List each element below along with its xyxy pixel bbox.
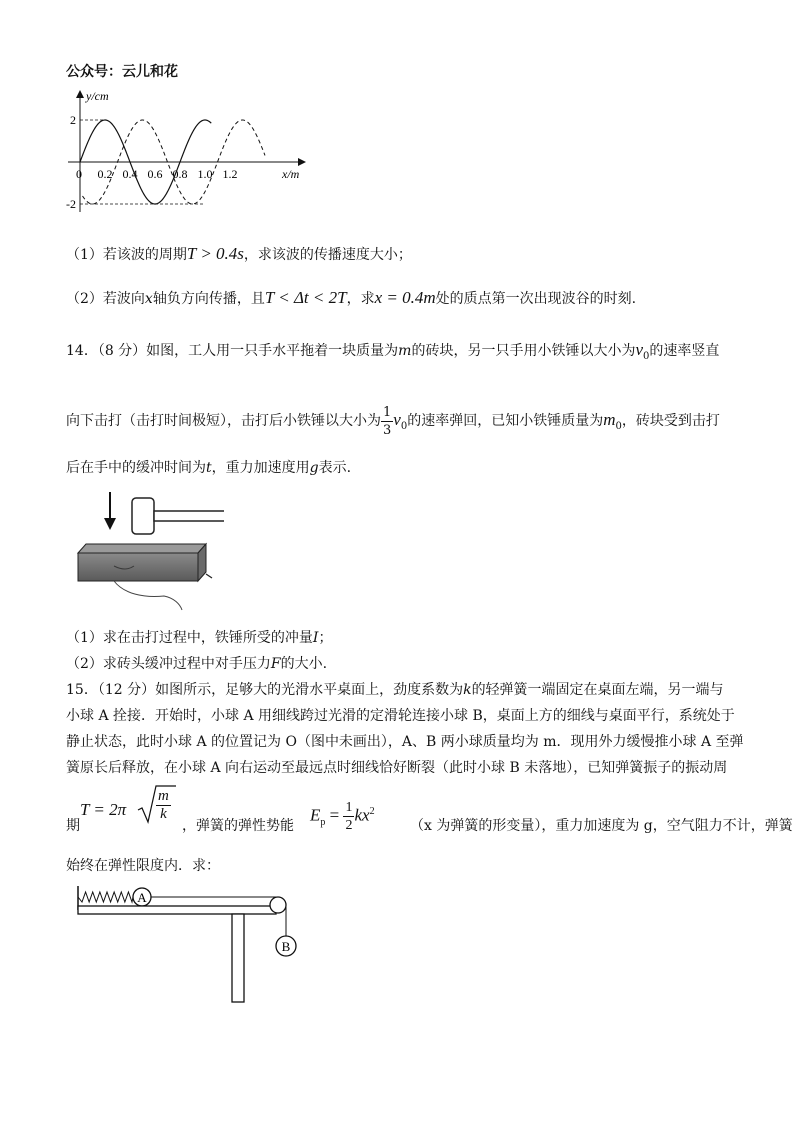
q14-speed-var: v <box>635 340 643 359</box>
q14-line3-text: 后在手中的缓冲时间为 <box>66 460 206 476</box>
x-tick-label: 1.2 <box>222 167 238 181</box>
x-tick-label: 1.0 <box>197 167 213 181</box>
q15-line2: 小球 A 拴接．开始时，小球 A 用细线跨过光滑的定滑轮连接小球 B，桌面上方的细线与桌面平行，系统处于 <box>66 708 735 724</box>
q15-intro-end: 的轻弹簧一端固定在桌面左端，另一端与 <box>471 682 724 698</box>
hand-finger <box>206 574 212 578</box>
x-tick-label: 0.6 <box>147 167 163 181</box>
x-tick-label: 0.4 <box>122 167 138 181</box>
q15-line4: 簧原长后释放，在小球 A 向右运动至最远点时细线恰好断裂（此时小球 B 未落地），已知弹簧振子的振动周 <box>66 760 728 776</box>
q14-sub2: （2）求砖头缓冲过程中对手压力F的大小. <box>66 656 328 672</box>
q13-period-condition: T > 0.4s <box>186 244 244 263</box>
brick-body <box>78 553 198 581</box>
q15-period-formula: T = 2π <box>80 800 127 819</box>
q14-line1 <box>66 340 719 367</box>
q14-intro: 14．（8 分）如图，工人用一只手水平拖着一块质量为 <box>66 343 399 359</box>
q15-k-var: k <box>463 682 472 698</box>
hammer-handle <box>154 511 224 521</box>
table-top <box>78 906 276 914</box>
q15-period-label: 期 <box>66 818 80 834</box>
q14-speed-sub: 0 <box>643 350 650 362</box>
q13-part2-mid: 轴负方向传播，且 <box>152 291 265 307</box>
q13-position: x = 0.4m <box>374 288 436 307</box>
q14-sub2-text: （2）求砖头缓冲过程中对手压力 <box>66 656 271 672</box>
q15-energy-formula: $E_p$ = $\frac{1}{2}$ $kx^2$ <box>310 800 375 834</box>
q13-part2-text: （2）若波向 <box>66 291 145 307</box>
q15-line1 <box>66 680 724 700</box>
q15-line3: 静止状态，此时小球 A 的位置记为 O（图中未画出），A、B 两小球质量均为 m．现用外力缓慢推小球 A 至弹 <box>66 734 744 750</box>
brick-top <box>78 544 206 553</box>
q15-sqrt-fraction: $\frac{m}{k}$ <box>158 788 169 822</box>
q14-sub1: （1）求在击打过程中，铁锤所受的冲量I； <box>66 630 333 646</box>
q14-rebound-speed: v <box>393 410 401 429</box>
wave-chart <box>60 86 320 218</box>
hammer-brick-figure <box>74 486 224 616</box>
q14-force-var: F <box>270 656 281 672</box>
q15-line5-end: （x 为弹簧的形变量），重力加速度为 g，空气阻力不计，弹簧 <box>410 818 793 834</box>
q14-line2: 向下击打（击打时间极短），击打后小铁锤以大小为 $\frac{1}{3}$ $v_0$的速率弹回，已知小铁锤质量为$m_0$，砖块受到击打 <box>66 404 720 438</box>
q14-impulse-var: I <box>312 630 319 646</box>
q14-intro-end: 的速率竖直 <box>649 343 720 359</box>
y-axis-arrow <box>76 90 84 98</box>
table-leg <box>232 914 244 1002</box>
q14-gravity-var: g <box>309 460 319 476</box>
spring-pulley-figure <box>72 880 312 1010</box>
ball-a-label: A <box>137 890 147 905</box>
watermark-header: 公众号：云儿和花 <box>66 64 178 80</box>
q14-line2-text: 向下击打（击打时间极短），击打后小铁锤以大小为 <box>66 413 381 429</box>
q13-part1-text: （1）若该波的周期 <box>66 247 187 263</box>
q14-line3-mid: ，重力加速度用 <box>211 460 310 476</box>
x-tick-label: 0.2 <box>97 167 113 181</box>
q13-part2-mid2: ，求 <box>346 291 375 307</box>
x-tick-label: 0.8 <box>172 167 188 181</box>
q14-line3 <box>66 458 351 478</box>
q13-time-condition: T < Δt < 2T <box>264 288 347 307</box>
q13-part2 <box>66 288 636 309</box>
q13-part2-ask: 处的质点第一次出现波谷的时刻. <box>435 291 637 307</box>
q14-hammer-mass: m <box>603 410 616 429</box>
q15-intro: 15．（12 分）如图所示，足够大的光滑水平桌面上，劲度系数为 <box>66 682 464 698</box>
y-axis-label: y/cm <box>86 89 109 103</box>
hammer-head <box>132 498 154 534</box>
q15-line6: 始终在弹性限度内．求： <box>66 858 220 874</box>
q14-sub1-text: （1）求在击打过程中，铁锤所受的冲量 <box>66 630 313 646</box>
spring <box>78 892 133 902</box>
hand-outline <box>114 581 182 610</box>
x-axis-arrow <box>298 158 306 166</box>
x-axis-label: x/m <box>282 167 300 181</box>
q13-axis-var: x <box>144 291 153 307</box>
q14-intro-mid: 的砖块，另一只手用小铁锤以大小为 <box>411 343 636 359</box>
ball-b-label: B <box>281 939 291 954</box>
y-tick-label: 2 <box>70 113 76 127</box>
q14-time-var: t <box>206 460 212 476</box>
q14-line2-mid: 的速率弹回，已知小铁锤质量为 <box>407 413 604 429</box>
q14-line2-end: ，砖块受到击打 <box>621 413 720 429</box>
q14-fraction: $\frac{1}{3}$ <box>383 404 392 438</box>
q13-part1 <box>66 244 412 265</box>
down-arrow-head <box>104 518 116 530</box>
q15-line5 <box>66 788 793 846</box>
q13-part1-ask: ，求该波的传播速度大小； <box>243 247 412 263</box>
q14-line3-end: 表示. <box>318 460 352 476</box>
y-tick-label: -2 <box>66 197 76 211</box>
q14-mass-var: m <box>398 343 412 359</box>
pulley <box>270 897 286 913</box>
q15-energy-label: ，弹簧的弹性势能 <box>182 818 294 834</box>
x-tick-label: 0 <box>76 167 82 181</box>
